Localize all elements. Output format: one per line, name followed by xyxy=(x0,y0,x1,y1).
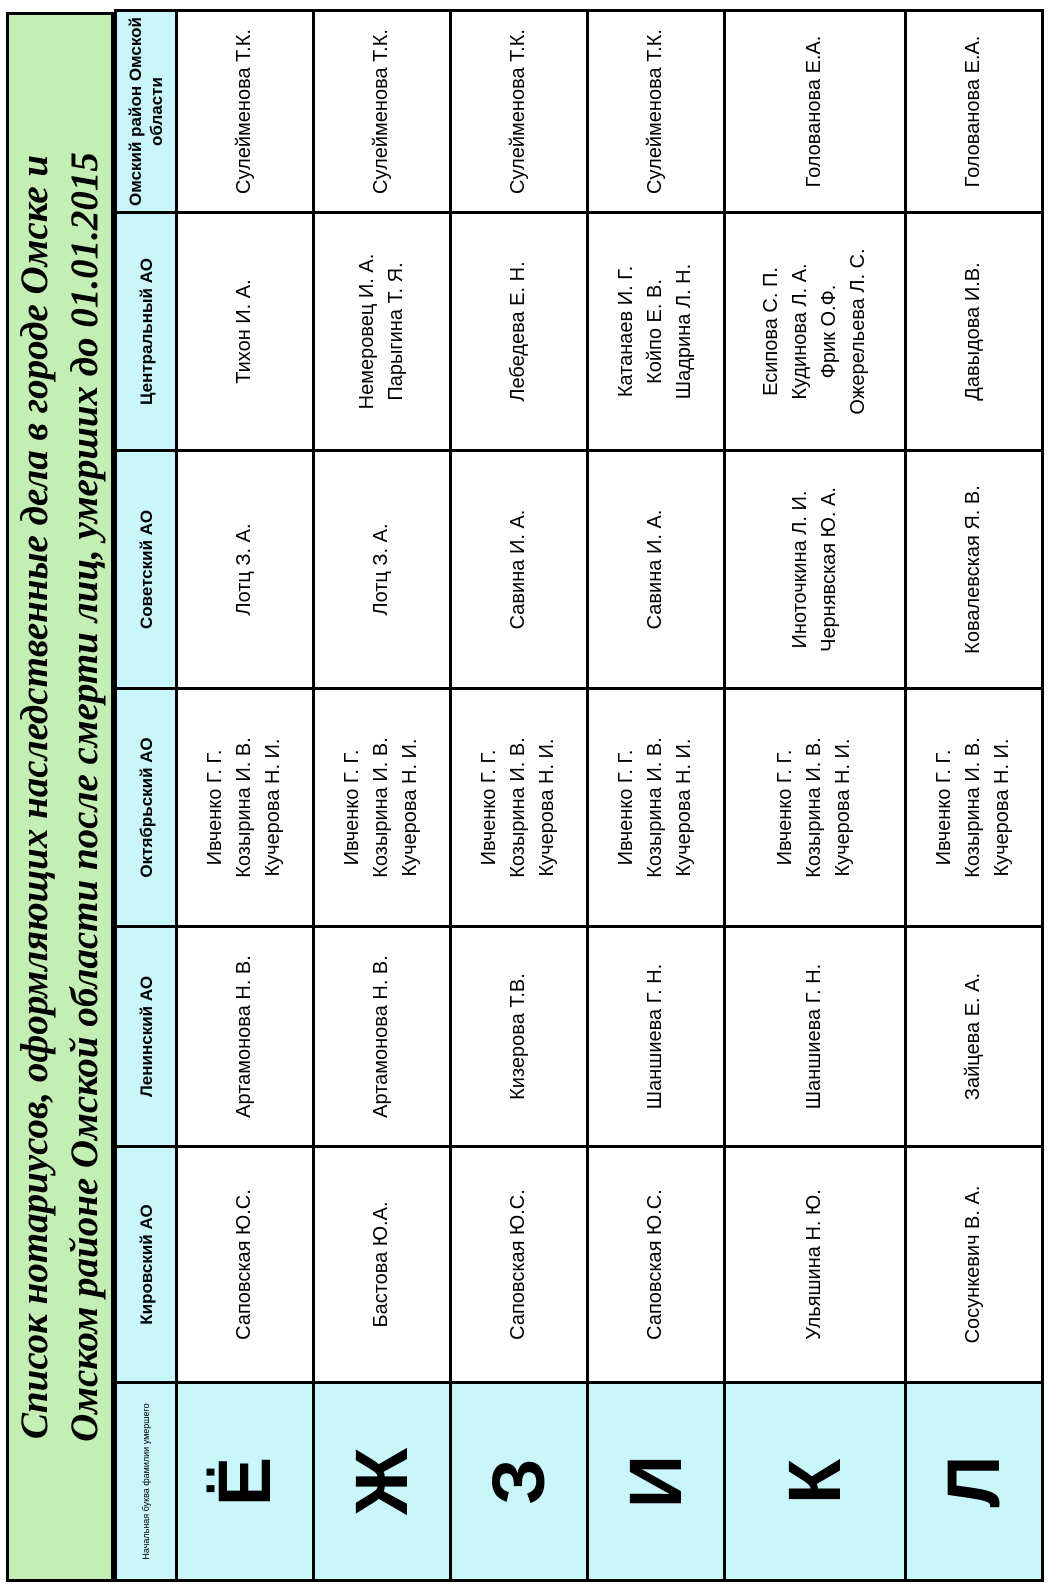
table-body xyxy=(177,11,1043,1581)
notary-cell-kirovsky xyxy=(177,1147,314,1383)
notary-cell-oktyabrsky xyxy=(905,689,1042,927)
notary-name: Ивченко Г. Г. xyxy=(615,749,638,866)
notary-name: Кучерова Н. И. xyxy=(673,738,696,877)
notary-name: Бастова Ю.А. xyxy=(370,1201,393,1328)
notary-name: Койпо Е. В. xyxy=(644,279,667,384)
notary-cell-centralny xyxy=(587,213,724,451)
notary-cell-oktyabrsky xyxy=(177,689,314,927)
notary-name: Саповская Ю.С. xyxy=(644,1189,667,1340)
notary-name: Ивченко Г. Г. xyxy=(341,749,364,866)
notary-name: Артамонова Н. В. xyxy=(370,955,393,1118)
notary-name: Иноточкина Л. И. xyxy=(788,490,811,649)
notary-name: Сосункевич В. А. xyxy=(962,1185,985,1344)
table-row xyxy=(905,11,1042,1581)
notary-cell-centralny xyxy=(313,213,450,451)
notary-name: Сулейменова Т.К. xyxy=(233,29,256,194)
notary-name: Кизерова Т.В. xyxy=(507,973,530,1100)
header-letter: Начальная буква фамилии умершего xyxy=(116,1383,177,1581)
title-line-2: Омском районе Омской области после смерти лиц, умерших до 01.01.2015 xyxy=(63,152,106,1442)
notary-name: Чернявская Ю. А. xyxy=(817,487,840,652)
notary-name: Голованова Е.А. xyxy=(803,35,826,188)
notary-name: Козырина И. В. xyxy=(507,737,530,878)
notary-cell-oktyabrsky xyxy=(313,689,450,927)
notary-name: Есипова С. П. xyxy=(759,267,782,396)
header-row xyxy=(116,11,177,1581)
notary-name: Савина И. А. xyxy=(507,509,530,630)
header-omsky: Омский район Омской области xyxy=(116,11,177,213)
notary-name: Козырина И. В. xyxy=(644,737,667,878)
letter-cell: Ж xyxy=(313,1383,450,1581)
notary-name: Кучерова Н. И. xyxy=(536,738,559,877)
notary-name: Козырина И. В. xyxy=(370,737,393,878)
title-band xyxy=(6,12,114,1582)
notary-cell-kirovsky xyxy=(724,1147,905,1383)
notary-cell-omsky xyxy=(905,11,1042,213)
notary-table xyxy=(114,9,1044,1582)
letter-cell: Ё xyxy=(177,1383,314,1581)
notary-name: Саповская Ю.С. xyxy=(233,1189,256,1340)
notary-name: Савина И. А. xyxy=(644,509,667,630)
notary-name: Козырина И. В. xyxy=(962,737,985,878)
notary-cell-leninsky xyxy=(724,927,905,1147)
table-row xyxy=(724,11,905,1581)
letter-cell: К xyxy=(724,1383,905,1581)
notary-cell-centralny xyxy=(724,213,905,451)
table-row xyxy=(450,11,587,1581)
notary-cell-sovetsky xyxy=(177,451,314,689)
notary-name: Кучерова Н. И. xyxy=(832,738,855,877)
notary-cell-omsky xyxy=(313,11,450,213)
header-kirovsky: Кировский АО xyxy=(116,1147,177,1383)
table-row xyxy=(177,11,314,1581)
title-line-1: Список нотариусов, оформляющих наследственные дела в городе Омске и xyxy=(13,154,56,1440)
notary-name: Давыдова И.В. xyxy=(962,262,985,401)
notary-name: Лотц З. А. xyxy=(370,523,393,616)
notary-name: Ивченко Г. Г. xyxy=(933,749,956,866)
letter-cell: И xyxy=(587,1383,724,1581)
notary-name: Сулейменова Т.К. xyxy=(370,29,393,194)
notary-cell-kirovsky xyxy=(313,1147,450,1383)
notary-name: Саповская Ю.С. xyxy=(507,1189,530,1340)
notary-name: Сулейменова Т.К. xyxy=(507,29,530,194)
notary-cell-centralny xyxy=(450,213,587,451)
notary-name: Артамонова Н. В. xyxy=(233,955,256,1118)
notary-cell-oktyabrsky xyxy=(450,689,587,927)
notary-name: Немеровец И. А. xyxy=(355,253,378,410)
notary-cell-kirovsky xyxy=(905,1147,1042,1383)
notary-cell-oktyabrsky xyxy=(724,689,905,927)
notary-name: Козырина И. В. xyxy=(233,737,256,878)
notary-name: Парыгина Т. Я. xyxy=(384,262,407,401)
header-oktyabrsky: Октябрьский АО xyxy=(116,689,177,927)
notary-name: Лебедева Е. Н. xyxy=(507,261,530,402)
header-centralny: Центральный АО xyxy=(116,213,177,451)
notary-cell-sovetsky xyxy=(450,451,587,689)
notary-cell-leninsky xyxy=(313,927,450,1147)
notary-cell-sovetsky xyxy=(313,451,450,689)
notary-name: Лотц З. А. xyxy=(233,523,256,616)
notary-name: Тихон И. А. xyxy=(233,279,256,384)
notary-cell-oktyabrsky xyxy=(587,689,724,927)
notary-cell-kirovsky xyxy=(450,1147,587,1383)
notary-name: Ковалевская Я. В. xyxy=(962,485,985,654)
notary-cell-leninsky xyxy=(905,927,1042,1147)
table-row xyxy=(313,11,450,1581)
header-sovetsky: Советский АО xyxy=(116,451,177,689)
notary-cell-omsky xyxy=(724,11,905,213)
notary-name: Кучерова Н. И. xyxy=(991,738,1014,877)
notary-cell-sovetsky xyxy=(587,451,724,689)
header-leninsky: Ленинский АО xyxy=(116,927,177,1147)
notary-name: Зайцева Е. А. xyxy=(962,972,985,1101)
notary-cell-leninsky xyxy=(177,927,314,1147)
notary-name: Кучерова Н. И. xyxy=(262,738,285,877)
notary-name: Катанаев И. Г. xyxy=(615,265,638,398)
notary-name: Кудинова Л. А. xyxy=(788,263,811,400)
notary-name: Ивченко Г. Г. xyxy=(204,749,227,866)
letter-cell: З xyxy=(450,1383,587,1581)
notary-cell-sovetsky xyxy=(905,451,1042,689)
notary-name: Шаншиева Г. Н. xyxy=(644,963,667,1110)
notary-cell-centralny xyxy=(177,213,314,451)
notary-cell-omsky xyxy=(587,11,724,213)
notary-cell-sovetsky xyxy=(724,451,905,689)
table-row xyxy=(587,11,724,1581)
notary-name: Ивченко Г. Г. xyxy=(774,749,797,866)
notary-cell-omsky xyxy=(450,11,587,213)
notary-name: Козырина И. В. xyxy=(803,737,826,878)
notary-cell-omsky xyxy=(177,11,314,213)
letter-cell: Л xyxy=(905,1383,1042,1581)
notary-name: Шадрина Л. Н. xyxy=(673,263,696,400)
notary-name: Сулейменова Т.К. xyxy=(644,29,667,194)
notary-name: Ивченко Г. Г. xyxy=(478,749,501,866)
notary-cell-leninsky xyxy=(450,927,587,1147)
notary-name: Фрик О.Ф. xyxy=(817,284,840,379)
notary-cell-leninsky xyxy=(587,927,724,1147)
notary-cell-centralny xyxy=(905,213,1042,451)
notary-name: Ульяшина Н. Ю. xyxy=(803,1189,826,1340)
notary-name: Шаншиева Г. Н. xyxy=(803,963,826,1110)
notary-name: Ожерельева Л. С. xyxy=(846,248,869,415)
notary-name: Кучерова Н. И. xyxy=(399,738,422,877)
notary-name: Голованова Е.А. xyxy=(962,35,985,188)
notary-cell-kirovsky xyxy=(587,1147,724,1383)
